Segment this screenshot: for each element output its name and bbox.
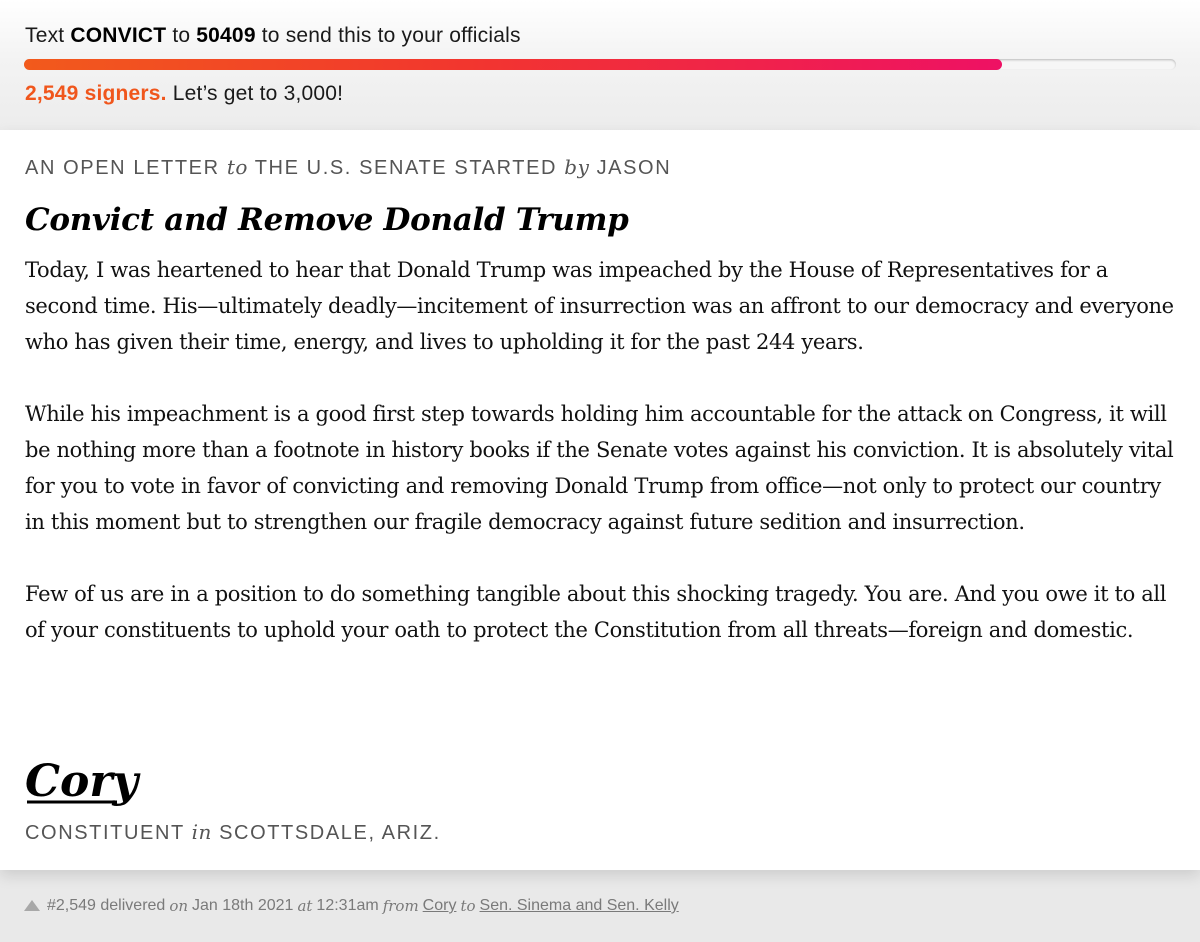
- kicker-starter: JASON: [596, 157, 672, 179]
- delivery-footer: [24, 897, 679, 915]
- signers-goal: Let’s get to 3,000!: [172, 82, 344, 105]
- kicker-to-word: to: [226, 155, 248, 179]
- signers-status: [25, 82, 343, 106]
- signers-count: 2,549 signers.: [25, 82, 167, 105]
- letter-paragraph-1: Today, I was heartened to hear that Donald Trump was impeached by the House of Representatives for a second time. His—ultimately deadly—incitement of insurrection was an affront to our democracy and everyone who has given their time, energy, and lives to upholding it for the past 244 years.: [25, 258, 1174, 354]
- delivered-time: 12:31am: [316, 897, 379, 914]
- letter-body: [25, 252, 1185, 684]
- sms-prefix: Text: [25, 24, 65, 47]
- sms-suffix: to send this to your officials: [261, 24, 521, 47]
- signers-progress-fill: [24, 59, 1002, 70]
- footer-on-word: on: [169, 897, 189, 915]
- kicker-by-word: by: [564, 155, 590, 179]
- signers-progress-bar: [24, 59, 1176, 70]
- delivered-count: #2,549 delivered: [47, 897, 166, 914]
- letter-paragraph-2: While his impeachment is a good first step towards holding him accountable for the attack on Congress, it will be nothing more than a footnote in history books if the Senate votes against his conviction. It is absolutely vital for you to vote in favor of convicting and removing Donald Trump from office—not only to protect our country in this moment but to strengthen our fragile democracy against future sedition and insurrection.: [25, 402, 1174, 534]
- kicker-open-letter: AN OPEN LETTER: [25, 157, 220, 179]
- signature-graphic: [25, 752, 145, 814]
- kicker-recipient: THE U.S. SENATE STARTED: [254, 157, 558, 179]
- sms-number: 50409: [196, 24, 256, 47]
- letter-kicker: [25, 155, 671, 180]
- recipients-link[interactable]: Sen. Sinema and Sen. Kelly: [479, 897, 679, 914]
- footer-from-word: from: [382, 897, 419, 915]
- sms-keyword: CONVICT: [70, 24, 167, 47]
- from-name-link[interactable]: Cory: [422, 897, 457, 914]
- petition-header: [0, 0, 1200, 130]
- letter-paragraph-3: Few of us are in a position to do something tangible about this shocking tragedy. You are. And you owe it to all of your constituents to uphold your oath to protect the Constitution from all threats—foreign and domestic.: [25, 582, 1167, 642]
- upvote-triangle-icon[interactable]: [24, 900, 40, 911]
- constituent-place: SCOTTSDALE, ARIZ.: [219, 822, 441, 844]
- letter-card: [0, 130, 1200, 870]
- constituent-location: [25, 820, 441, 845]
- sms-prompt: [25, 24, 521, 48]
- constituent-label: CONSTITUENT: [25, 822, 185, 844]
- signature-name: Cory: [25, 756, 139, 807]
- letter-title: Convict and Remove Donald Trump: [25, 202, 629, 238]
- footer-to-word: to: [460, 897, 476, 915]
- sms-to-word: to: [172, 24, 191, 47]
- footer-at-word: at: [297, 897, 313, 915]
- signature: [25, 752, 145, 814]
- delivered-date: Jan 18th 2021: [192, 897, 294, 914]
- constituent-in-word: in: [191, 820, 212, 844]
